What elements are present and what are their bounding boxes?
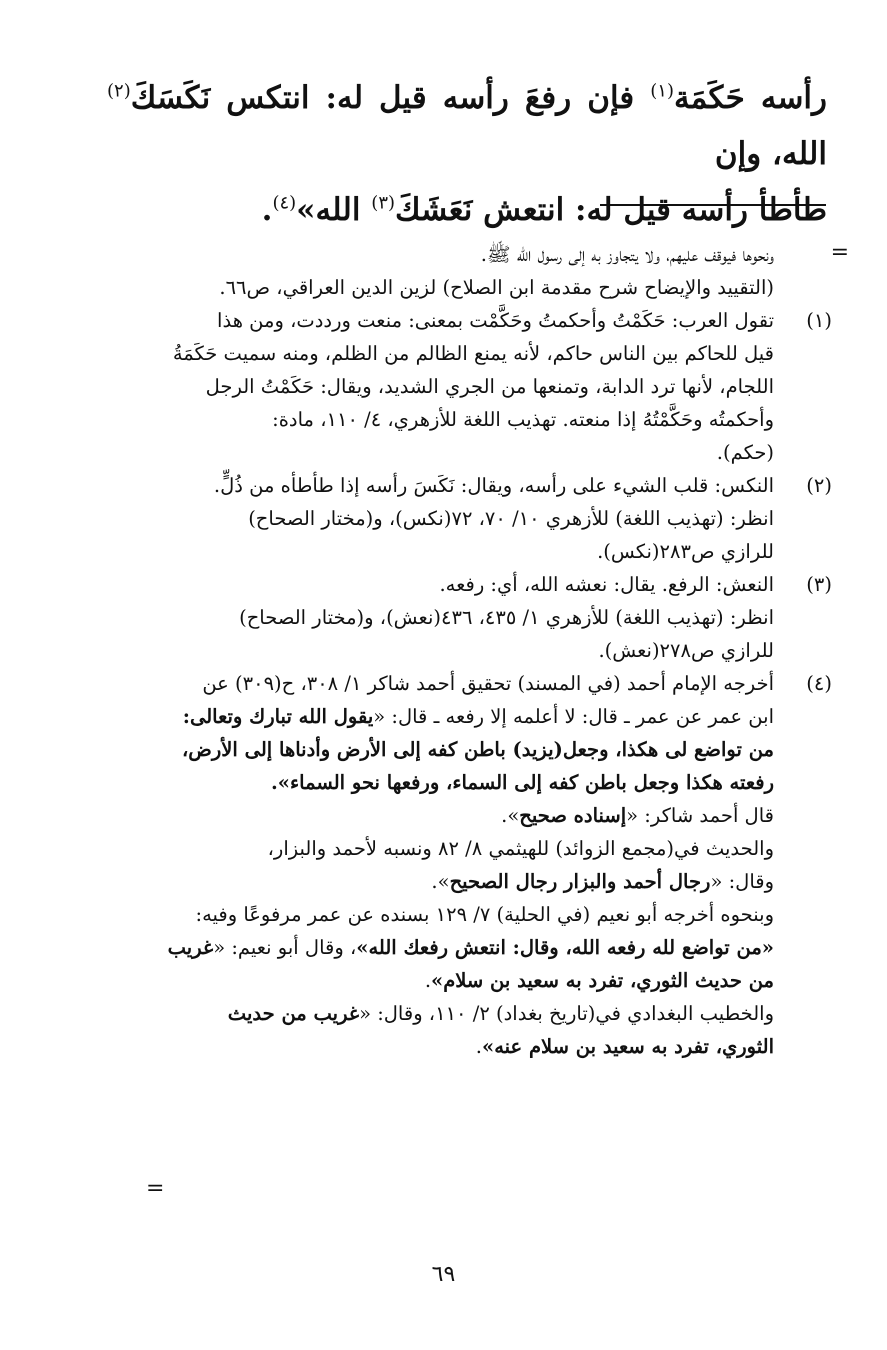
continuation-mark-bottom: = (146, 1176, 165, 1201)
footnote-line (152, 931, 774, 964)
main-text-segment: الله» (296, 192, 372, 228)
hadith-quote: رجال أحمد والبزار رجال الصحيح (449, 870, 711, 893)
hadith-quote: من حديث الثوري، تفرد به سعيد بن سلام» (431, 969, 774, 992)
footnote-number: (٣) (806, 573, 832, 596)
footnote-1 (152, 304, 832, 469)
footnote-line: اللجام، لأنها ترد الدابة، وتمنعها من الجري الشديد، ويقال: حَكَمْتُ الرجل (205, 375, 774, 398)
footnote-4 (152, 667, 832, 1063)
hadith-quote: غريب من حديث (227, 1002, 360, 1025)
footnote-line: للرازي ص٢٨٣(نكس). (597, 540, 774, 563)
main-text-segment: طأطأ رأسه قيل له: انتعش نَعَشَكَ (395, 192, 827, 228)
footnote-continuation (152, 238, 832, 304)
footnote-line (152, 799, 774, 832)
hadith-quote: من تواضع لى هكذا، وجعل(يزيد) باطن كفه إلى الأرض وأدناها إلى الأرض، (182, 738, 774, 761)
footnote-number: (٢) (806, 474, 832, 497)
footnote-text: . (424, 969, 432, 992)
footnote-line: النكس: قلب الشيء على رأسه، ويقال: نَكَسَ رأسه إذا طأطأه من ذُلٍّ. (213, 474, 774, 497)
continuation-mark-top: = (830, 240, 849, 265)
footnote-number: (٤) (806, 672, 832, 695)
footnote-line (152, 865, 774, 898)
footnote-line: قيل للحاكم بين الناس حاكم، لأنه يمنع الظالم من الظلم، ومنه سميت حَكَمَةُ (172, 342, 774, 365)
main-text-segment: . (261, 192, 273, 228)
main-line-1 (107, 70, 827, 182)
hadith-quote: رفعته هكذا وجعل باطن كفه إلى السماء، ورفعها نحو السماء». (270, 771, 774, 794)
footnote-line: وأحكمتُه وحَكَّمْتُهُ إذا منعته. تهذيب اللغة للأزهري، ٤/ ١١٠، مادة: (272, 408, 774, 431)
hadith-quote: الثوري، تفرد به سعيد بن سلام عنه» (482, 1035, 774, 1058)
main-text-segment: رأسه حَكَمَة (673, 80, 827, 116)
footnote-text: ». (431, 870, 450, 893)
footnote-3 (152, 568, 832, 667)
main-text (107, 70, 827, 238)
footnote-ref-3[interactable]: (٣) (371, 192, 396, 214)
main-line-2 (107, 182, 827, 238)
footnote-line (152, 997, 774, 1030)
hadith-quote: إسناده صحيح (519, 804, 627, 827)
footnote-line (152, 1030, 774, 1063)
footnote-ref-4[interactable]: (٤) (272, 192, 297, 214)
footnote-line: والحديث في(مجمع الزوائد) للهيثمي ٨/ ٨٢ ونسبه لأحمد والبزار، (267, 837, 774, 860)
footnote-line: انظر: (تهذيب اللغة) للأزهري ١/ ٤٣٥، ٤٣٦(نعش)، و(مختار الصحاح) (239, 606, 774, 629)
footnote-text: ، وقال أبو نعيم: « (213, 936, 357, 959)
footnote-2 (152, 469, 832, 568)
footnote-text: والخطيب البغدادي في(تاريخ بغداد) ٢/ ١١٠، وقال: « (359, 1002, 774, 1025)
footnote-line: النعش: الرفع. يقال: نعشه الله، أي: رفعه. (439, 573, 774, 596)
footnote-line: وبنحوه أخرجه أبو نعيم (في الحلية) ٧/ ١٢٩ بسنده عن عمر مرفوعًا وفيه: (195, 903, 774, 926)
footnote-text: قال أحمد شاكر: « (626, 804, 774, 827)
footnote-divider (600, 204, 826, 206)
footnote-ref-2[interactable]: (٢) (107, 80, 131, 102)
footnote-line: (حكم). (716, 441, 774, 464)
hadith-quote: «من تواضع لله رفعه الله، وقال: انتعش رفعك الله» (356, 936, 774, 959)
footnote-line: انظر: (تهذيب اللغة) للأزهري ١٠/ ٧٠، ٧٢(نكس)، و(مختار الصحاح) (248, 507, 774, 530)
footnotes (152, 238, 832, 1063)
footnote-text: وقال: « (710, 870, 774, 893)
hadith-quote: يقول الله تبارك وتعالى: (182, 705, 374, 728)
footnote-line: (التقييد والإيضاح شرح مقدمة ابن الصلاح) لزين الدين العراقي، ص٦٦. (219, 276, 774, 299)
footnote-text: ابن عمر عن عمر ـ قال: لا أعلمه إلا رفعه ـ قال: « (373, 705, 774, 728)
main-text-segment: الله، وإن (714, 136, 827, 172)
footnote-number: (١) (806, 309, 832, 332)
page-number: ٦٩ (431, 1262, 456, 1287)
footnote-line: ونحوها فيوقف عليهم، ولا يتجاوز به إلى رسول الله ﷺ. (480, 243, 774, 266)
footnote-line: أخرجه الإمام أحمد (في المسند) تحقيق أحمد شاكر ١/ ٣٠٨، ح(٣٠٩) عن (202, 672, 774, 695)
footnote-line (152, 964, 774, 997)
main-text-segment: فإن رفعَ رأسه قيل له: انتكس نَكَسَكَ (130, 80, 651, 116)
footnote-line: تقول العرب: حَكَمْتُ وأحكمتُ وحَكَّمْت بمعنى: منعت ورددت، ومن هذا (217, 309, 774, 332)
footnote-text: ». (501, 804, 520, 827)
footnote-line (152, 700, 774, 733)
footnote-ref-1[interactable]: (١) (650, 80, 674, 102)
footnote-text: . (475, 1035, 482, 1058)
footnote-line: للرازي ص٢٧٨(نعش). (598, 639, 774, 662)
hadith-quote: غريب (167, 936, 214, 959)
